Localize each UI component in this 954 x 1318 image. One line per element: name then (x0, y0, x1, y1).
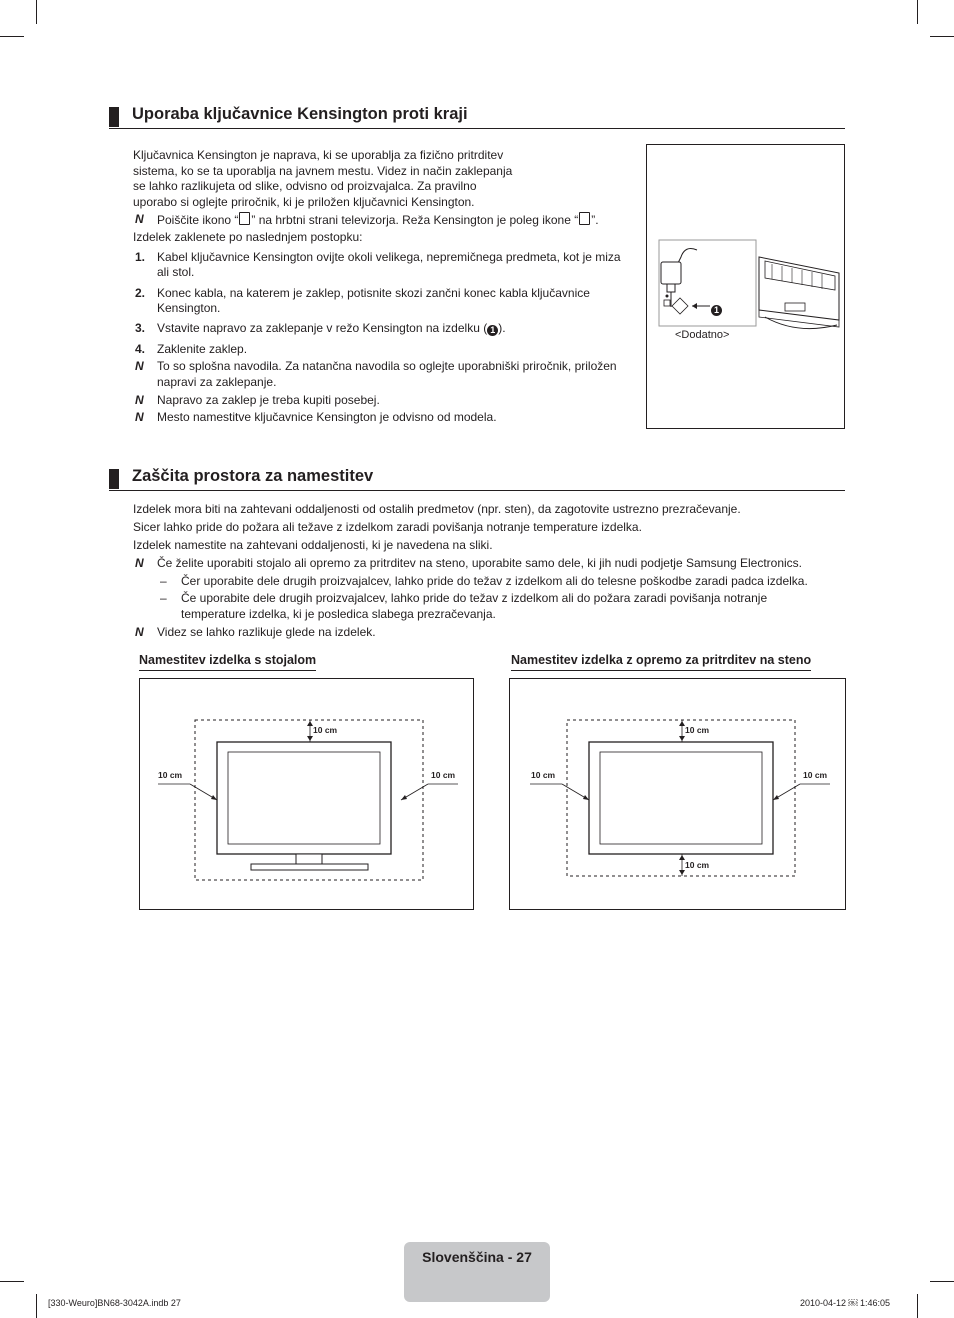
figure-marker (711, 299, 722, 317)
paragraph: Sicer lahko pride do požara ali težave z izdelkom zaradi povišanja notranje temperature izdelka. (133, 520, 642, 534)
step-text: Zaklenite zaklep. (157, 342, 248, 356)
procedure-intro: Izdelek zaklenete po naslednjem postopku: (133, 230, 363, 244)
note-icon: N (135, 625, 144, 639)
note-text: Če želite uporabiti stojalo ali opremo za pritrditev na steno, uporabite samo dele, ki jih nudi podjetje Samsung Electronics. (157, 556, 803, 570)
paragraph: Izdelek mora biti na zahtevani oddaljenosti od ostalih predmetov (npr. sten), da zagotovite ustrezno prezračevanje. (133, 502, 741, 516)
kensington-lock-icon (579, 212, 590, 225)
note-text: Videz se lahko razlikuje glede na izdelek. (157, 625, 376, 639)
figure-caption: <Dodatno> (675, 329, 730, 341)
note-icon: N (135, 359, 144, 373)
intro-line: uporabo si oglejte priročnik, ki je priložen ključavnici Kensington. (133, 194, 475, 209)
step-number: 2. (135, 286, 146, 300)
step-text: Kabel ključavnice Kensington ovijte okoli velikega, nepremičnega predmeta, kot je miza (157, 250, 621, 264)
step-text (157, 321, 506, 337)
step-text: ali stol. (157, 265, 195, 279)
section-bar-icon (109, 469, 119, 489)
crop-mark (0, 36, 24, 37)
crop-mark (930, 1281, 954, 1282)
note-text: Napravo za zaklep je treba kupiti posebej. (157, 393, 380, 407)
step-text-part: ). (498, 321, 506, 335)
intro-line: se lahko razlikujeta od slike, odvisno od proizvajalca. Za pravilno (133, 179, 477, 193)
wall-diagram-illustration (510, 679, 845, 909)
note-icon: N (135, 410, 144, 424)
date-info: 2010-04-12 ￼ 1:46:05 (800, 1298, 891, 1308)
note-text: ” na hrbtni strani televizorja. Reža Kensington je poleg ikone “ (251, 213, 579, 227)
clearance-bottom-label: 10 cm (685, 860, 710, 870)
clearance-right-label: 10 cm (803, 770, 828, 780)
intro-line: Ključavnica Kensington je naprava, ki se uporablja za fizično pritrditev (133, 148, 504, 162)
dash-item-text: Če uporabite dele drugih proizvajalcev, lahko pride do težav z izdelkom ali do požara zaradi povišanja notranje (181, 591, 768, 605)
clearance-top-label: 10 cm (313, 725, 338, 735)
dash-item-text: temperature izdelka, ki je posledica slabega prezračevanja. (181, 607, 496, 621)
clearance-left-label: 10 cm (531, 770, 556, 780)
wall-diagram-heading: Namestitev izdelka z opremo za pritrditev na steno (511, 653, 811, 671)
crop-mark (0, 1281, 24, 1282)
note-text: To so splošna navodila. Za natančna navodila so oglejte uporabniški priročnik, priložen (157, 359, 617, 373)
stand-diagram (139, 678, 474, 910)
note-icon: N (135, 556, 144, 570)
step-number: 1. (135, 250, 146, 264)
note-text: Poiščite ikono “ (157, 213, 239, 227)
clearance-top-label: 10 cm (685, 725, 710, 735)
dash-symbol: – (160, 574, 167, 588)
note-text: ”. (591, 213, 599, 227)
page-label: Slovenščina - 27 (422, 1249, 532, 1265)
section-kensington-header (109, 106, 845, 129)
kensington-illustration (647, 145, 844, 428)
step-text: Kensington. (157, 301, 221, 315)
crop-mark (930, 36, 954, 37)
step-text: Konec kabla, na katerem je zaklep, potisnite skozi zančni konec kabla ključavnice (157, 286, 590, 300)
paragraph: Izdelek namestite na zahtevani oddaljenosti, ki je navedena na sliki. (133, 538, 493, 552)
intro-line: sistema, ko se ta uporablja na javnem mestu. Videz in način zaklepanja (133, 163, 513, 178)
marker-one-icon: 1 (487, 325, 498, 336)
section-title: Zaščita prostora za namestitev (132, 467, 374, 485)
step-number: 3. (135, 321, 146, 335)
note-icon: N (135, 393, 144, 407)
step-text-part: Vstavite napravo za zaklepanje v režo Kensington na izdelku ( (157, 321, 488, 335)
marker-one-icon: 1 (711, 305, 722, 316)
dash-symbol: – (160, 591, 167, 605)
note-kensington-icon (157, 212, 599, 229)
file-info: [330-Weuro]BN68-3042A.indb 27 (48, 1298, 181, 1308)
section-clearance-header (109, 468, 845, 491)
stand-diagram-illustration (140, 679, 473, 909)
section-bar-icon (109, 107, 119, 127)
stand-diagram-heading: Namestitev izdelka s stojalom (139, 653, 316, 671)
note-text: napravi za zaklepanje. (157, 375, 277, 389)
crop-mark (36, 1294, 37, 1318)
clearance-left-label: 10 cm (158, 770, 183, 780)
crop-mark (917, 1294, 918, 1318)
page-number-tab (404, 1242, 550, 1302)
note-icon: N (135, 212, 144, 226)
clearance-right-label: 10 cm (431, 770, 456, 780)
crop-mark (917, 0, 918, 24)
wall-diagram (509, 678, 846, 910)
kensington-lock-icon (239, 212, 250, 225)
step-number: 4. (135, 342, 146, 356)
crop-mark (36, 0, 37, 24)
note-text: Mesto namestitve ključavnice Kensington je odvisno od modela. (157, 410, 497, 424)
section-title: Uporaba ključavnice Kensington proti kraji (132, 105, 468, 123)
dash-item-text: Čer uporabite dele drugih proizvajalcev, lahko pride do težav z izdelkom ali do telesne poškodbe zaradi padca izdelka. (181, 574, 808, 588)
kensington-figure (646, 144, 845, 429)
